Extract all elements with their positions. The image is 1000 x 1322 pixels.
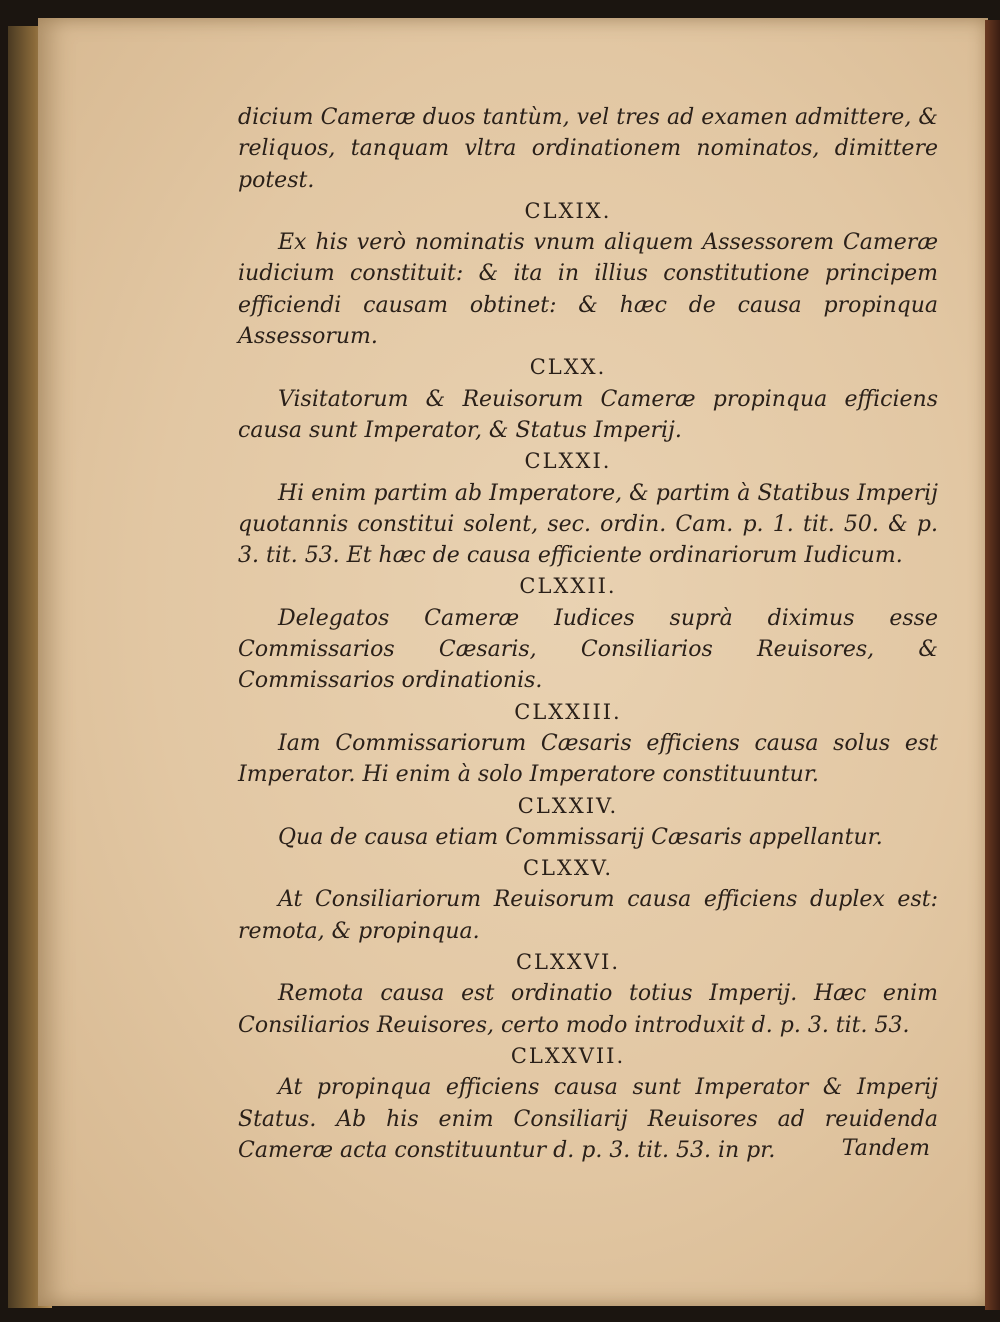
paragraph: dicium Cameræ duos tantùm, vel tres ad examen admittere, & reliquos, tanquam vltra ordinationem nominatos, dimittere potest. bbox=[238, 105, 938, 193]
section-number: CLXXIII. bbox=[514, 699, 622, 724]
paragraph: Hi enim partim ab Imperatore, & partim à Statibus Imperij quotannis constitui solent, sec. ordin. Cam. p. 1. tit. 50. & p. 3. tit. 53. Et hæc de causa efficiente ordinariorum Iudicum. bbox=[238, 480, 938, 569]
paragraph: Ex his verò nominatis vnum aliquem Assessorem Cameræ iudicium constituit: & ita in illius constitutione principem efficiendi causam obtinet: & hæc de causa propinqua Assessorum. bbox=[238, 230, 938, 350]
catchword: Tandem bbox=[841, 1136, 930, 1161]
section-number: CLXXIV. bbox=[517, 793, 619, 818]
section-number: CLXX. bbox=[529, 355, 607, 380]
section-number: CLXXVII. bbox=[510, 1043, 626, 1068]
section-number: CLXIX. bbox=[524, 198, 612, 223]
book-edge bbox=[985, 20, 1000, 1310]
paragraph: At propinqua efficiens causa sunt Imperator & Imperij Status. Ab his enim Consiliarij Reuisores ad reuidenda Cameræ acta constituuntur d. p. 3. tit. 53. in pr. bbox=[238, 1075, 938, 1163]
paragraph: Visitatorum & Reuisorum Cameræ propinqua efficiens causa sunt Imperator, & Status Imperij. bbox=[238, 386, 938, 443]
paragraph: Remota causa est ordinatio totius Imperij. Hæc enim Consiliarios Reuisores, certo modo introduxit d. p. 3. tit. 53. bbox=[238, 981, 938, 1038]
section-number: CLXXI. bbox=[524, 449, 612, 474]
paragraph: At Consiliariorum Reuisorum causa efficiens duplex est: remota, & propinqua. bbox=[238, 887, 938, 944]
section-number: CLXXVI. bbox=[515, 950, 621, 975]
section-number: CLXXV. bbox=[522, 856, 614, 881]
section-number: CLXXII. bbox=[519, 574, 617, 599]
paragraph: Iam Commissariorum Cæsaris efficiens causa solus est Imperator. Hi enim à solo Imperatore constituuntur. bbox=[238, 730, 938, 788]
paragraph: Qua de causa etiam Commissarij Cæsaris appellantur. bbox=[278, 824, 883, 850]
page-text bbox=[238, 102, 938, 1166]
paragraph: Delegatos Cameræ Iudices suprà diximus esse Commissarios Cæsaris, Consiliarios Reuisores, & Commissarios ordinationis. bbox=[238, 605, 938, 694]
